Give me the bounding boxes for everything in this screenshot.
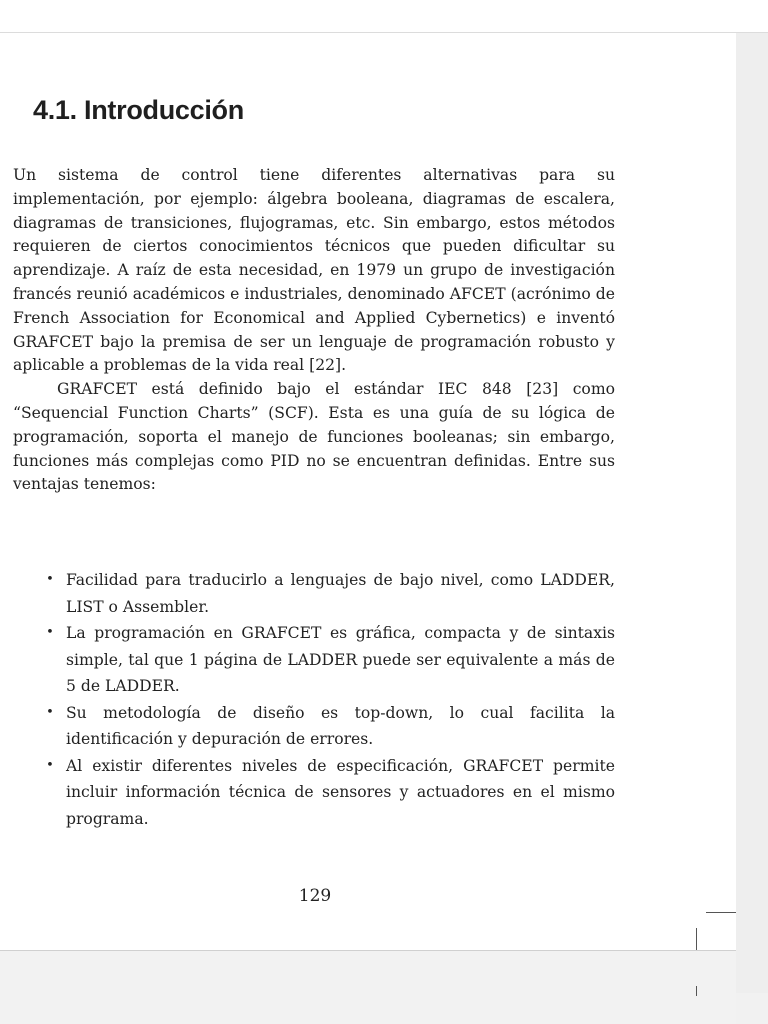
bullet-icon: • (46, 625, 54, 640)
list-item (45, 620, 615, 700)
bullet-icon: • (46, 572, 54, 587)
page-number: 129 (298, 886, 332, 906)
list-item-text: Al existir diferentes niveles de especificación, GRAFCET permite incluir información técnica de sensores y actuadores en el mismo programa. (66, 756, 615, 828)
viewer-bottom-area (0, 951, 736, 1024)
paragraph-grafcet: GRAFCET está definido bajo el estándar IEC 848 [23] como “Sequencial Function Charts” (SCF). Esta es una guía de su lógica de programación, soporta el manejo de funciones booleanas; sin embargo, funciones más complejas como PID no se encuentran definidas. Entre sus ventajas tenemos: (13, 380, 615, 494)
document-page (0, 33, 736, 951)
viewer-top-bar (0, 0, 768, 33)
text-cursor-icon (696, 928, 697, 950)
viewer-right-gutter (736, 33, 768, 993)
list-item (45, 700, 615, 753)
list-item-text: Facilidad para traducirlo a lenguajes de bajo nivel, como LADDER, LIST o Assembler. (66, 571, 615, 616)
text-cursor-icon (706, 912, 736, 913)
list-item-text: Su metodología de diseño es top-down, lo cual facilita la identificación y depuración de errores. (66, 703, 615, 748)
text-cursor-icon (696, 986, 697, 996)
list-item-text: La programación en GRAFCET es gráfica, compacta y de sintaxis simple, tal que 1 página de LADDER puede ser equivalente a más de 5 de LADDER. (66, 624, 615, 695)
list-item (45, 567, 615, 620)
bullet-icon: • (46, 704, 54, 720)
section-heading: 4.1. Introducción (33, 95, 244, 125)
paragraph-intro: Un sistema de control tiene diferentes alternativas para su implementación, por ejemplo: álgebra booleana, diagramas de escalera, diagramas de transiciones, flujogramas, etc. Sin embargo, estos métodos requieren de ciertos conocimientos técnicos que pueden dificultar su aprendizaje. A raíz de esta necesidad, en 1979 un grupo de investigación francés reunió académicos e industriales, denominado AFCET (acrónimo de French Association for Economical and Applied Cybernetics) e inventó GRAFCET bajo la premisa de ser un lenguaje de programación robusto y aplicable a problemas de la vida real [22]. (13, 166, 615, 375)
advantages-list (45, 567, 615, 832)
list-item (45, 753, 615, 833)
body-text (13, 164, 615, 497)
bullet-icon: • (46, 757, 54, 773)
